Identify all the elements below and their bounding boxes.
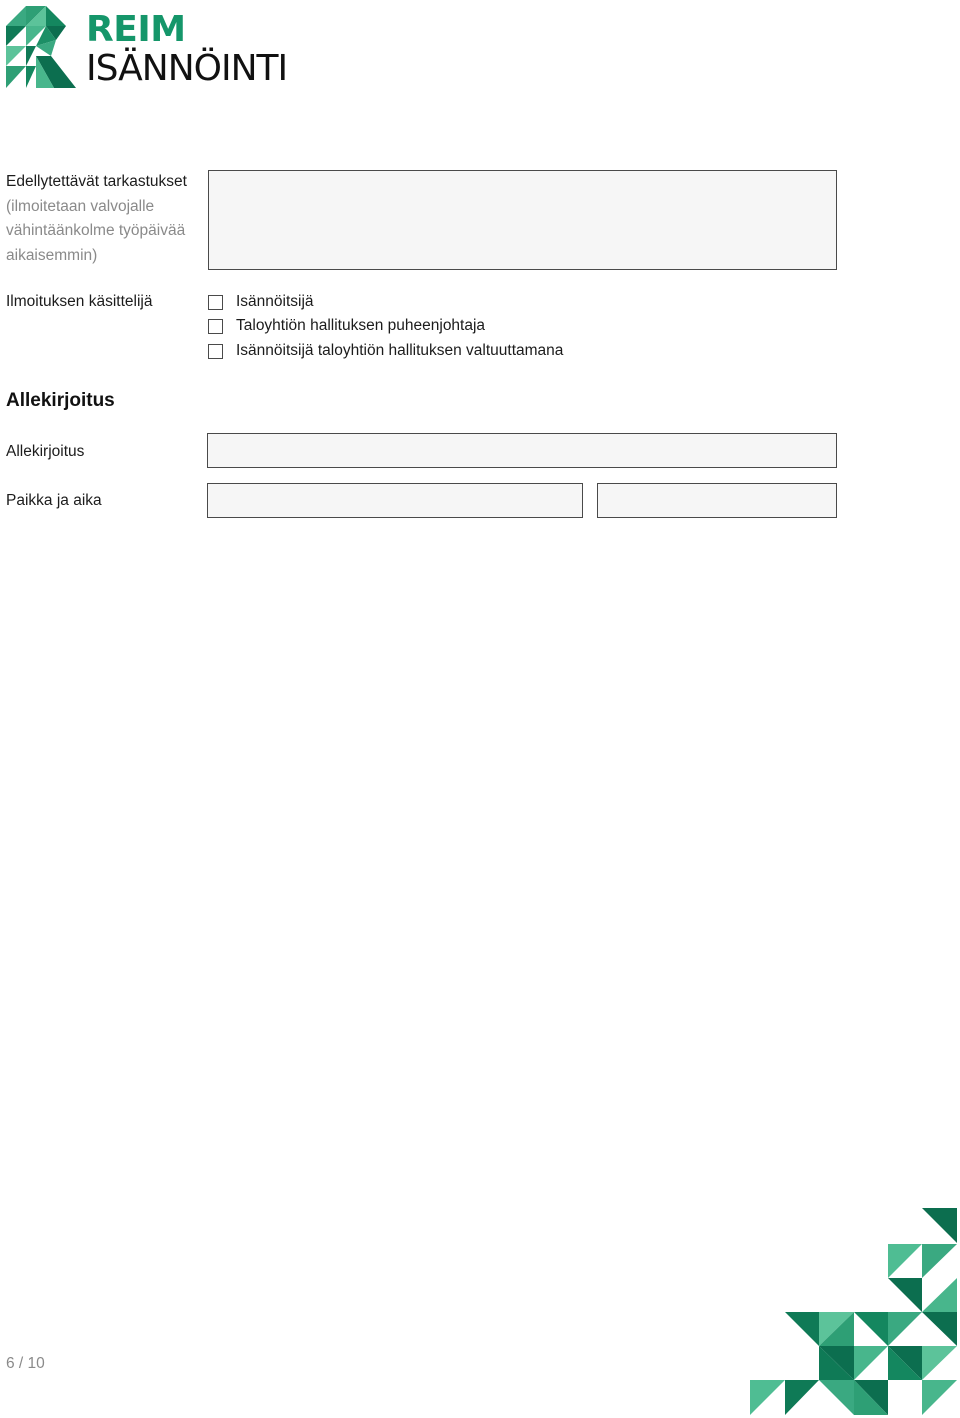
time-field[interactable]	[597, 483, 837, 518]
decorative-triangles-icon	[750, 1208, 960, 1418]
manager-checkbox[interactable]	[208, 295, 223, 310]
board-chair-option-label: Taloyhtiön hallituksen puheenjohtaja	[236, 317, 486, 334]
inspections-label	[6, 170, 206, 268]
logo-brand-text: REIM	[86, 9, 186, 50]
handler-option-board-chair[interactable]	[208, 314, 485, 338]
signature-label: Allekirjoitus	[6, 443, 85, 460]
place-time-label: Paikka ja aika	[6, 492, 102, 509]
place-field[interactable]	[207, 483, 583, 518]
inspections-label-main: Edellytettävät tarkastukset	[6, 173, 187, 190]
signature-section-heading: Allekirjoitus	[6, 390, 115, 411]
manager-option-label: Isännöitsijä	[236, 293, 314, 310]
inspections-label-note: (ilmoitetaan valvojalle vähintäänkolme työpäivää aikaisemmin)	[6, 197, 186, 264]
company-logo	[6, 6, 286, 90]
logo-subtitle-text: ISÄNNÖINTI	[86, 48, 288, 89]
handler-option-authorized-manager[interactable]	[208, 339, 563, 363]
inspections-field[interactable]	[208, 170, 837, 270]
signature-field[interactable]	[207, 433, 837, 468]
page-number: 6 / 10	[6, 1355, 45, 1372]
authorized-manager-checkbox[interactable]	[208, 344, 223, 359]
board-chair-checkbox[interactable]	[208, 319, 223, 334]
authorized-manager-option-label: Isännöitsijä taloyhtiön hallituksen valtuuttamana	[236, 342, 564, 359]
handler-option-manager[interactable]	[208, 290, 314, 314]
reim-logo-mark-icon	[6, 6, 76, 88]
handler-label: Ilmoituksen käsittelijä	[6, 293, 153, 310]
